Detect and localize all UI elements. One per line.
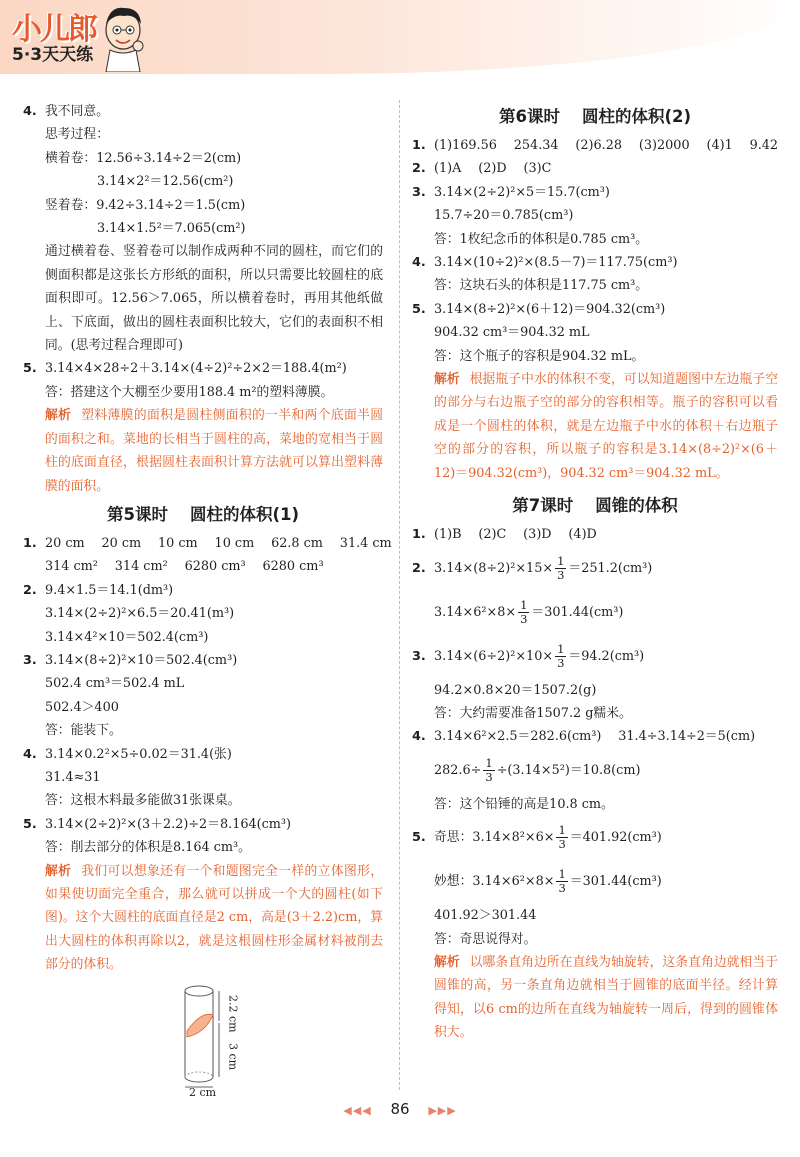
analysis-label: 解析 [434, 954, 460, 970]
lesson-topic: 圆锥的体积 [595, 496, 678, 516]
analysis-text: 以哪条直角边所在直线为轴旋转，这条直角边就相当于圆锥的高，另一条直角边就相当于圆锥的底面半径。经计算得知，以6 cm的边所在直线为轴旋转一周后，得到的圆锥体积大。 [434, 954, 779, 1041]
question-number: 3. [412, 648, 426, 664]
answer-line: 3.14×(8÷2)²×10＝502.4(cm³) [45, 652, 238, 668]
column-divider [399, 100, 400, 1090]
answer-1 [412, 134, 778, 157]
expr-part: ＝401.92(cm³) [569, 830, 662, 846]
answer-5 [412, 298, 778, 368]
question-number: 5. [412, 301, 426, 317]
answer-3 [412, 635, 778, 726]
mascot-boy-icon [100, 2, 146, 72]
section-title-lesson-5 [23, 498, 383, 532]
answer-line: 答：搭建这个大棚至少要用188.4 m²的塑料薄膜。 [45, 384, 334, 400]
answer-line: 502.4＞400 [45, 699, 119, 715]
answer-line: 3.14×(8÷2)²×(6＋12)＝904.32(cm³) [434, 301, 666, 317]
page-header [0, 0, 800, 78]
answer-line: 9.4×1.5＝14.1(dm³) [45, 582, 174, 598]
analysis-text: 我们可以想象还有一个和题图完全一样的立体图形，如果使切面完全重合，那么就可以拼成一个大的圆柱(如下图)。这个大圆柱的底面直径是2 cm，高是(3＋2.2)cm，算出大圆柱的体积再除以2，就是这根圆柱形金属材料被削去部分的体积。 [45, 863, 384, 973]
fraction-denominator: 3 [557, 655, 565, 670]
question-number: 1. [23, 535, 37, 551]
page-footer [0, 1100, 800, 1118]
fraction-one-third [555, 643, 566, 670]
question-number: 3. [23, 652, 37, 668]
answer-2 [412, 157, 778, 180]
answer-line: 3.14×(2÷2)²×(3＋2.2)÷2＝8.164(cm³) [45, 816, 292, 832]
fraction-numerator: 1 [485, 755, 493, 770]
answer-line: 答：能装下。 [45, 723, 122, 739]
fraction-numerator: 1 [520, 597, 528, 612]
answer-line: 314 cm² 314 cm² 6280 cm³ 6280 cm³ [45, 559, 324, 575]
right-column [412, 100, 778, 1045]
answer-line: 我不同意。 [45, 104, 109, 119]
expr-part: 妙想：3.14×6²×8× [434, 874, 555, 890]
expr-part: 3.14×(8÷2)²×15× [434, 560, 554, 576]
answer-line [434, 860, 778, 904]
left-column [23, 100, 392, 1099]
fraction-one-third [483, 757, 494, 784]
answer-line: 3.14×(2÷2)²×5＝15.7(cm³) [434, 184, 610, 200]
answer-line: 答：这块石头的体积是117.75 cm³。 [434, 278, 649, 294]
fraction-denominator: 3 [485, 769, 493, 784]
fraction-one-third [555, 555, 566, 582]
expr-part: ＝251.2(cm³) [568, 560, 653, 576]
answer-3 [412, 181, 778, 251]
answer-line [434, 547, 778, 591]
answer-line: (1)169.56 254.34 (2)6.28 (3)2000 (4)1 9.42 [434, 138, 779, 153]
answer-3 [23, 649, 383, 743]
answer-line: 904.32 cm³＝904.32 mL [434, 325, 590, 341]
fraction-denominator: 3 [558, 837, 566, 852]
expr-part: ＝94.2(cm³) [568, 648, 645, 664]
right-arrows-icon: ▶▶▶ [428, 1104, 457, 1117]
answer-line: 横着卷：12.56÷3.14÷2＝2(cm) [45, 150, 242, 166]
answer-5 [23, 357, 383, 404]
answer-line: 思考过程： [45, 127, 109, 143]
fraction-one-third [556, 868, 567, 895]
reasoning-paragraph: 通过横着卷、竖着卷可以制作成两种不同的圆柱，而它们的侧面积都是这张长方形纸的面积，所以只需要比较圆柱的底面积即可。12.56＞7.065，所以横着卷时，再用其他纸做上、下底面，做出的圆柱表面积比较大，它们的表面积不相同。(思考过程合理即可) [45, 244, 383, 354]
question-number: 5. [23, 816, 37, 832]
answer-line: 3.14×4²×10＝502.4(cm³) [45, 629, 209, 645]
answer-1 [412, 523, 778, 546]
answer-5 [412, 816, 778, 951]
answer-line: 答：这根木料最多能做31张课桌。 [45, 793, 241, 809]
answer-line: 502.4 cm³＝502.4 mL [45, 676, 185, 692]
question-number: 4. [23, 104, 37, 119]
fraction-denominator: 3 [558, 881, 566, 896]
answer-line: 3.14×4×28÷2＋3.14×(4÷2)²÷2×2＝188.4(m²) [45, 361, 347, 377]
answer-4 [412, 251, 778, 298]
answer-4 [412, 725, 778, 816]
answer-line [434, 635, 778, 679]
lesson-topic: 圆柱的体积(2) [581, 107, 692, 126]
answer-line [434, 749, 778, 793]
answer-line [434, 816, 778, 860]
expr-part: ＝301.44(cm³) [569, 874, 662, 890]
answer-line: 401.92＞301.44 [434, 908, 537, 924]
answer-line: 31.4≈31 [45, 769, 101, 785]
fraction-one-third [556, 824, 567, 851]
answer-line: 3.14×(2÷2)²×6.5＝20.41(m³) [45, 606, 235, 622]
fraction-numerator: 1 [558, 867, 566, 882]
question-number: 5. [412, 830, 426, 846]
answer-line: 答：奇思说得对。 [434, 931, 537, 947]
analysis-paragraph [412, 368, 778, 485]
height-label-top: 2.2 cm [226, 994, 240, 1033]
answer-2 [412, 547, 778, 635]
question-number: 4. [412, 255, 426, 271]
analysis-paragraph [23, 404, 383, 498]
page-number: 86 [390, 1100, 410, 1118]
answer-4 [23, 743, 383, 813]
lesson-topic: 圆柱的体积(1) [189, 504, 300, 524]
question-number: 5. [23, 361, 37, 377]
fraction-denominator: 3 [557, 567, 565, 582]
expr-part: ＝301.44(cm³) [531, 604, 624, 620]
answer-line: 3.14×(10÷2)²×(8.5－7)＝117.75(cm³) [434, 255, 678, 271]
answer-line: 答：1枚纪念币的体积是0.785 cm³。 [434, 231, 649, 247]
answer-4 [23, 100, 383, 240]
answer-line: 3.14×6²×2.5＝282.6(cm³) 31.4÷3.14÷2＝5(cm) [434, 729, 756, 745]
diameter-label: 2 cm [189, 1085, 217, 1099]
answer-line: 答：大约需要准备1507.2 g糯米。 [434, 705, 632, 721]
height-label-bottom: 3 cm [226, 1042, 240, 1070]
analysis-label: 解析 [45, 408, 72, 424]
answer-line: 3.14×2²＝12.56(cm²) [97, 174, 234, 190]
fraction-numerator: 1 [557, 641, 565, 656]
answer-1 [23, 532, 392, 579]
series-name: 5·3天天练 [12, 45, 94, 65]
analysis-text: 根据瓶子中水的体积不变，可以知道题图中左边瓶子空的部分与右边瓶子空的部分的容积相等。瓶子的容积可以看成是一个圆柱的体积，就是左边瓶子中水的体积＋右边瓶子空的部分的容积，所以瓶子的容积是3.14×(8÷2)²×(6＋12)＝904.32(cm³)，904.32 cm³＝904.32 mL。 [434, 372, 779, 481]
question-number: 4. [412, 729, 426, 745]
question-number: 2. [23, 582, 37, 598]
answer-5 [23, 813, 383, 860]
expr-part: 282.6÷ [434, 762, 482, 778]
answer-line: 94.2×0.8×20＝1507.2(g) [434, 682, 597, 698]
expr-part: 奇思：3.14×8²×6× [434, 830, 555, 846]
question-number: 2. [412, 161, 426, 177]
answer-line: (1)A (2)D (3)C [434, 161, 552, 177]
answer-line: 答：这个铅锤的高是10.8 cm。 [434, 796, 614, 812]
section-title-lesson-6 [412, 100, 778, 134]
answer-line: 20 cm 20 cm 10 cm 10 cm 62.8 cm 31.4 cm [45, 535, 392, 551]
analysis-label: 解析 [45, 863, 72, 879]
answer-2 [23, 579, 383, 649]
lesson-number: 第5课时 [106, 504, 168, 524]
expr-part: ÷(3.14×5²)＝10.8(cm) [496, 762, 641, 778]
answer-line: 3.14×0.2²×5÷0.02＝31.4(张) [45, 746, 232, 762]
answer-line: (1)B (2)C (3)D (4)D [434, 527, 597, 543]
answer-line: 答：削去部分的体积是8.164 cm³。 [45, 840, 251, 856]
fraction-denominator: 3 [520, 611, 528, 626]
cylinder-figure [23, 977, 383, 1099]
analysis-paragraph [412, 951, 778, 1045]
question-number: 4. [23, 746, 37, 762]
question-number: 2. [412, 560, 426, 576]
answer-line: 答：这个瓶子的容积是904.32 mL。 [434, 348, 645, 364]
question-number: 1. [412, 138, 426, 153]
analysis-label: 解析 [434, 372, 460, 388]
expr-part: 3.14×(6÷2)²×10× [434, 648, 554, 664]
fraction-one-third [518, 599, 529, 626]
answer-line: 竖着卷：9.42÷3.14÷2＝1.5(cm) [45, 197, 246, 213]
expr-part: 3.14×6²×8× [434, 604, 517, 620]
left-arrows-icon: ◀◀◀ [343, 1104, 372, 1117]
analysis-paragraph [23, 860, 383, 977]
section-title-lesson-7 [412, 489, 778, 523]
lesson-number: 第6课时 [498, 107, 560, 126]
question-number: 3. [412, 184, 426, 200]
answer-line: 3.14×1.5²＝7.065(cm²) [97, 221, 246, 237]
analysis-text: 塑料薄膜的面积是圆柱侧面积的一半和两个底面半圆的面积之和。菜地的长相当于圆柱的高，菜地的宽相当于圆柱的底面直径，根据圆柱表面积计算方法就可以算出塑料薄膜的面积。 [45, 408, 384, 494]
answer-line: 15.7÷20＝0.785(cm³) [434, 208, 574, 224]
answer-line [434, 591, 778, 635]
lesson-number: 第7课时 [512, 496, 574, 516]
fraction-numerator: 1 [557, 553, 565, 568]
brand-logo: 小儿郎 [12, 12, 96, 47]
fraction-numerator: 1 [558, 823, 566, 838]
question-number: 1. [412, 527, 426, 543]
